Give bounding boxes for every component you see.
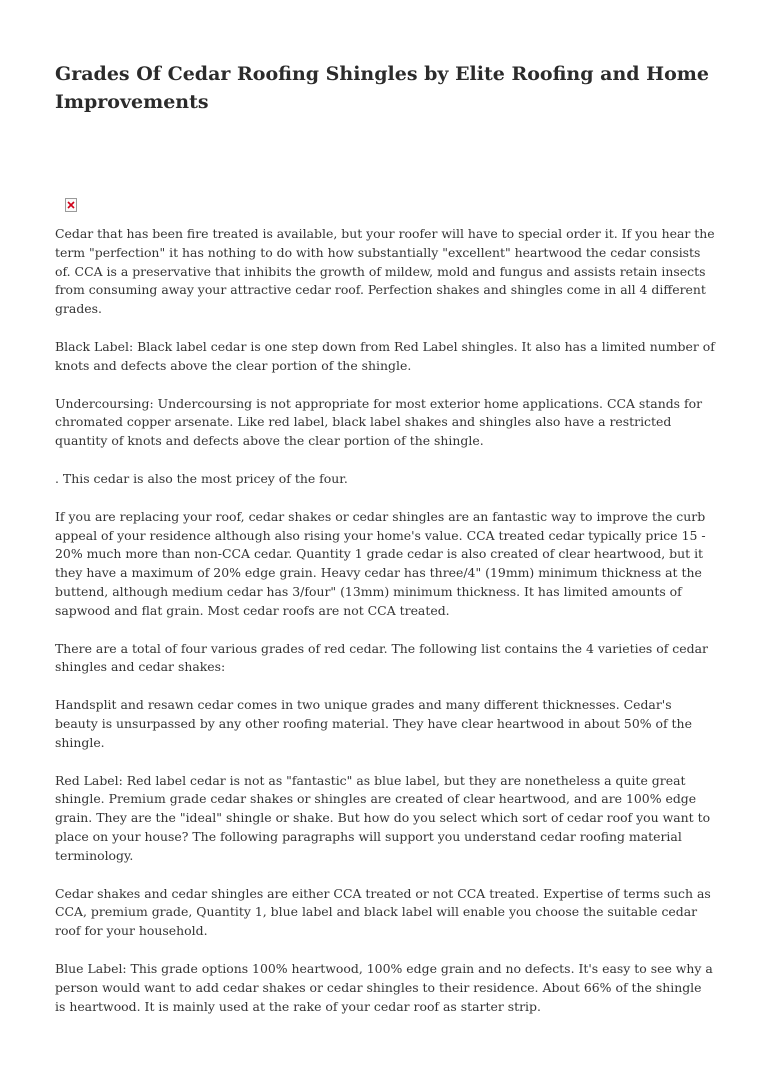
paragraph: Handsplit and resawn cedar comes in two unique grades and many different thicknesses. Cedar's beauty is unsurpassed by any other roofing material. They have clear heartwood in about 50% of the shingle. (55, 697, 692, 750)
paragraph: Red Label: Red label cedar is not as "fantastic" as blue label, but they are nonetheless a quite great shingle. Premium grade cedar shakes or shingles are created of clear heartwood, and are 100% edge grain. They are the "ideal" shingle or shake. But how do you select which sort of cedar roof you want to place on your house? The following paragraphs will support you understand cedar roofing material terminology. (55, 772, 711, 863)
page-title: Grades Of Cedar Roofing Shingles by Elite Roofing and Home Improvements (55, 63, 709, 113)
x-mark-icon (67, 201, 75, 209)
article-body (55, 225, 715, 1016)
paragraph: Cedar that has been fire treated is available, but your roofer will have to special order it. If you hear the term "perfection" it has nothing to do with how substantially "excellent" heartwood the cedar consists of. CCA is a preservative that inhibits the growth of mildew, mold and fungus and assists retain insects from consuming away your attractive cedar roof. Perfection shakes and shingles come in all 4 different grades. (55, 226, 715, 317)
paragraph: If you are replacing your roof, cedar shakes or cedar shingles are an fantastic way to improve the curb appeal of your residence although also rising your home's value. CCA treated cedar typically price 15 - 20% much more than non-CCA cedar. Quantity 1 grade cedar is also created of clear heartwood, but it they have a maximum of 20% edge grain. Heavy cedar has three/4" (19mm) minimum thickness at the buttend, although medium cedar has 3/four" (13mm) minimum thickness. It has limited amounts of sapwood and flat grain. Most cedar roofs are not CCA treated. (55, 508, 706, 618)
document-page (55, 60, 715, 1035)
paragraph: There are a total of four various grades of red cedar. The following list contains the 4 varieties of cedar shingles and cedar shakes: (55, 640, 708, 675)
paragraph: Blue Label: This grade options 100% heartwood, 100% edge grain and no defects. It's easy to see why a person would want to add cedar shakes or cedar shingles to their residence. About 66% of the shingle is heartwood. It is mainly used at the rake of your cedar roof as starter strip. (55, 960, 713, 1014)
broken-image-icon (65, 198, 77, 212)
paragraph: . This cedar is also the most pricey of the four. (55, 470, 348, 486)
paragraph: Black Label: Black label cedar is one step down from Red Label shingles. It also has a limited number of knots and defects above the clear portion of the shingle. (55, 338, 715, 373)
paragraph: Cedar shakes and cedar shingles are either CCA treated or not CCA treated. Expertise of terms such as CCA, premium grade, Quantity 1, blue label and black label will enable you choose the suitable cedar roof for your household. (55, 885, 711, 939)
image-placeholder (65, 198, 77, 212)
paragraph: Undercoursing: Undercoursing is not appropriate for most exterior home applications. CCA stands for chromated copper arsenate. Like red label, black label shakes and shingles also have a restricted quantity of knots and defects above the clear portion of the shingle. (55, 395, 703, 449)
